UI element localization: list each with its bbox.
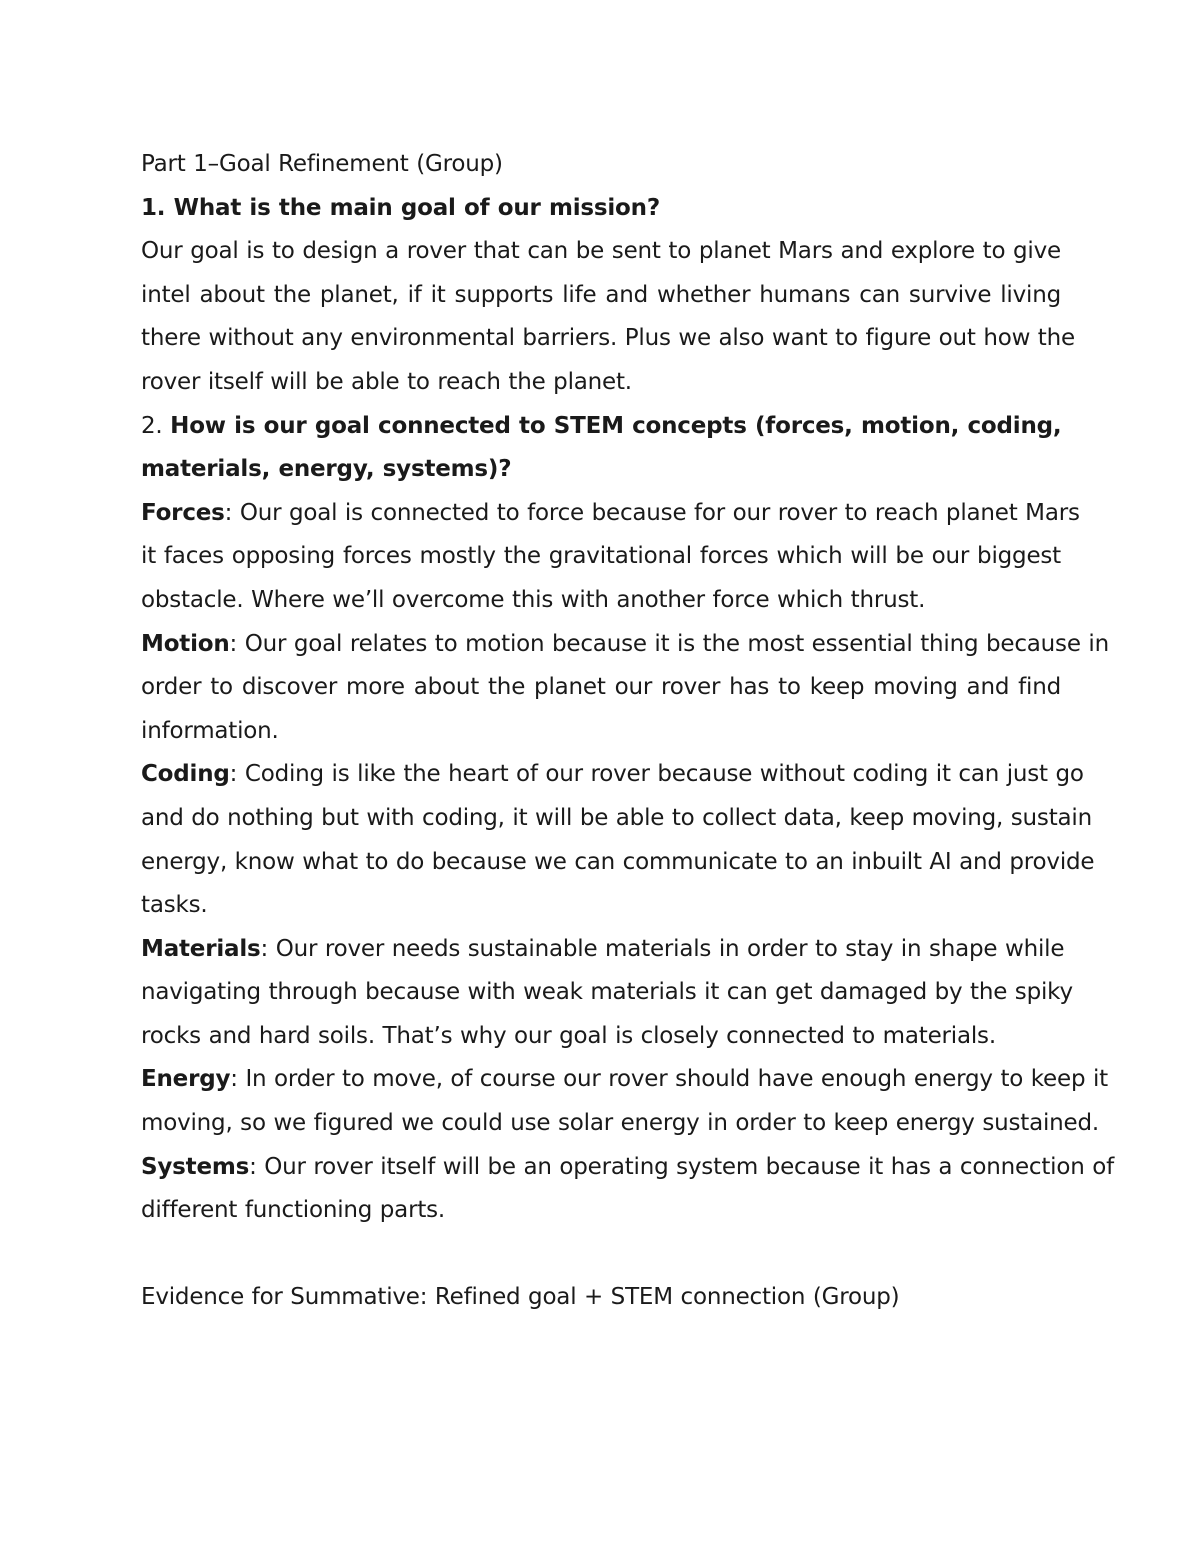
concept-systems-line: different functioning parts. [141,1197,446,1224]
concept-systems-first-line: Systems: Our rover itself will be an operating system because it has a connection of [141,1153,1114,1180]
section-heading: Part 1–Goal Refinement (Group) [141,151,503,177]
concept-motion-line: order to discover more about the planet our rover has to keep moving and find [141,674,1061,701]
concept-materials-line: navigating through because with weak materials it can get damaged by the spiky [141,979,1073,1006]
concept-coding-line: energy, know what to do because we can communicate to an inbuilt AI and provide [141,848,1095,875]
concept-forces-line: it faces opposing forces mostly the gravitational forces which will be our biggest [141,543,1061,570]
concept-forces-line: obstacle. Where we’ll overcome this with another force which thrust. [141,586,926,613]
question-2-text-continued: materials, energy, systems)? [141,456,512,483]
concept-coding [141,753,1095,927]
concept-coding-label: Coding [141,761,230,788]
concept-motion [141,623,1109,754]
concept-forces-label: Forces [141,499,225,526]
blank-line [141,1233,1061,1277]
evidence-note: Evidence for Summative: Refined goal + STEM connection (Group) [141,1284,900,1311]
question-2-number: 2. [141,412,171,439]
concept-materials-first-line: Materials: Our rover needs sustainable materials in order to stay in shape while [141,935,1065,962]
question-1 [141,187,1061,231]
concept-forces-first-line: Forces: Our goal is connected to force because for our rover to reach planet Mars [141,499,1080,526]
concept-coding-first-line: Coding: Coding is like the heart of our rover because without coding it can just go [141,761,1084,788]
concept-forces [141,492,1080,623]
question-2-text: How is our goal connected to STEM concepts (forces, motion, coding, [170,412,1062,439]
concept-materials [141,928,1073,1059]
document-body [141,143,1114,1320]
concept-energy-line: moving, so we figured we could use solar energy in order to keep energy sustained. [141,1110,1100,1137]
concept-systems-label: Systems [141,1153,250,1180]
question-2 [141,405,1061,449]
concept-energy-first-line: Energy: In order to move, of course our rover should have enough energy to keep it [141,1066,1108,1093]
answer-1-line: Our goal is to design a rover that can be sent to planet Mars and explore to give [141,238,1061,265]
concept-motion-line: information. [141,717,279,744]
concept-energy [141,1058,1108,1145]
concept-materials-label: Materials [141,935,261,962]
concept-coding-line: and do nothing but with coding, it will be able to collect data, keep moving, sustain [141,804,1092,831]
answer-1-line: intel about the planet, if it supports life and whether humans can survive living [141,281,1061,308]
question-1-number: 1. [141,194,174,221]
concept-motion-first-line: Motion: Our goal relates to motion because it is the most essential thing because in [141,630,1109,657]
concept-coding-line: tasks. [141,892,208,919]
concept-materials-line: rocks and hard soils. That’s why our goal is closely connected to materials. [141,1022,996,1049]
answer-1 [141,230,1075,404]
answer-1-line: there without any environmental barriers. Plus we also want to figure out how the [141,325,1075,352]
concept-energy-label: Energy [141,1066,231,1093]
concept-motion-label: Motion [141,630,230,657]
question-1-text: What is the main goal of our mission? [173,194,660,221]
answer-1-line: rover itself will be able to reach the planet. [141,368,632,395]
concept-systems [141,1146,1114,1233]
